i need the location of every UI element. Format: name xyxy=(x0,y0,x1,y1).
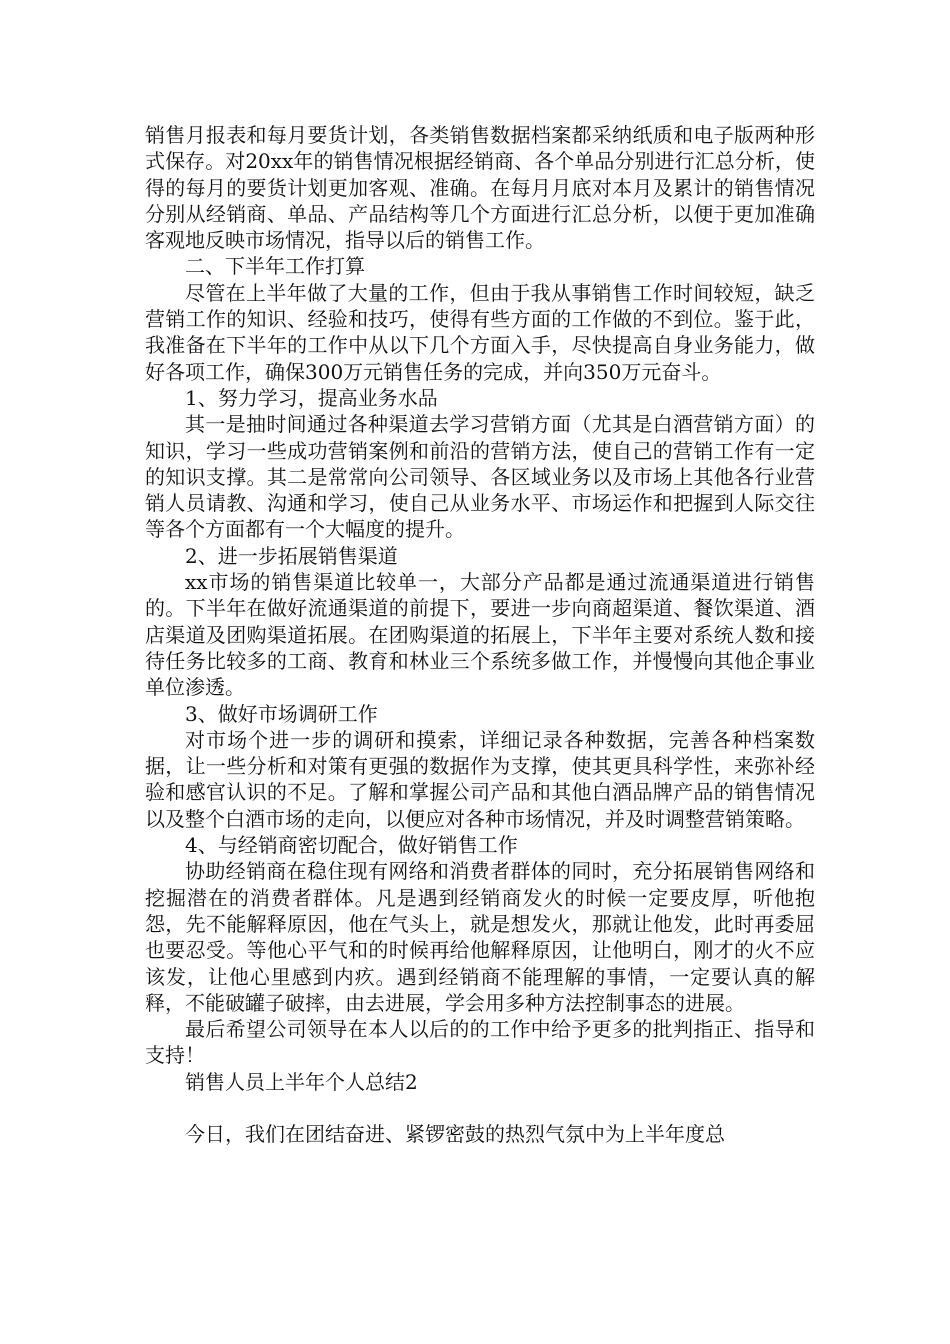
heading-second-half-plan: 二、下半年工作打算 xyxy=(185,254,365,279)
paragraph-plan-intro: 尽管在上半年做了大量的工作，但由于我从事销售工作时间较短，缺乏营销工作的知识、经验和技巧，使得有些方面的工作做的不到位。鉴于此，我准备在下半年的工作中从以下几个方面入手，尽快提高自身业务能力，做好各项工作，确保300万元销售任务的完成，并向350万元奋斗。 xyxy=(145,280,815,384)
heading-dealers: 4、与经销商密切配合，做好销售工作 xyxy=(185,833,518,858)
blank-line xyxy=(145,1095,815,1121)
paragraph-dealers: 协助经销商在稳住现有网络和消费者群体的同时，充分拓展销售网络和挖掘潜在的消费者群体。凡是遇到经销商发火的时候一定要皮厚，听他抱怨，先不能解释原因，他在气头上，就是想发火，那就让他发，此时再委屈也要忍受。等他心平气和的时候再给他解释原因，让他明白，刚才的火不应该发，让他心里感到内疚。遇到经销商不能理解的事情，一定要认真的解释，不能破罐子破摔，由去进展，学会用多种方法控制事态的进展。 xyxy=(145,859,815,1015)
paragraph-study: 其一是抽时间通过各种渠道去学习营销方面（尤其是白酒营销方面）的知识，学习一些成功营销案例和前沿的营销方法，使自己的营销工作有一定的知识支撑。其二是常常向公司领导、各区域业务以及市场上其他各行业营销人员请教、沟通和学习，使自己从业务水平、市场运作和把握到人际交往等各个方面都有一个大幅度的提升。 xyxy=(145,412,815,542)
heading-research: 3、做好市场调研工作 xyxy=(185,701,378,726)
heading-channels: 2、进一步拓展销售渠道 xyxy=(185,543,398,568)
heading-study: 1、努力学习，提高业务水品 xyxy=(185,385,438,410)
document-body xyxy=(145,122,815,1148)
paragraph-closing: 最后希望公司领导在本人以后的的工作中给予更多的批判指正、指导和支持！ xyxy=(145,1017,815,1068)
heading-summary-2: 销售人员上半年个人总结2 xyxy=(185,1069,418,1094)
paragraph-summary-2-start: 今日，我们在团结奋进、紧锣密鼓的热烈气氛中为上半年度总 xyxy=(185,1122,725,1147)
paragraph-research: 对市场个进一步的调研和摸索，详细记录各种数据，完善各种档案数据，让一些分析和对策有更强的数据作为支撑，使其更具科学性，来弥补经验和感官认识的不足。了解和掌握公司产品和其他白酒品牌产品的销售情况以及整个白酒市场的走向，以便应对各种市场情况，并及时调整营销策略。 xyxy=(145,727,815,831)
paragraph-sales-reports: 销售月报表和每月要货计划，各类销售数据档案都采纳纸质和电子版两种形式保存。对20xx年的销售情况根据经销商、各个单品分别进行汇总分析，使得的每月的要货计划更加客观、准确。在每月月底对本月及累计的销售情况分别从经销商、单品、产品结构等几个方面进行汇总分析，以便于更加准确客观地反映市场情况，指导以后的销售工作。 xyxy=(145,123,815,253)
paragraph-channels: xx市场的销售渠道比较单一，大部分产品都是通过流通渠道进行销售的。下半年在做好流通渠道的前提下，要进一步向商超渠道、餐饮渠道、酒店渠道及团购渠道拓展。在团购渠道的拓展上，下半年主要对系统人数和接待任务比较多的工商、教育和林业三个系统多做工作，并慢慢向其他企事业单位渗透。 xyxy=(145,570,815,700)
